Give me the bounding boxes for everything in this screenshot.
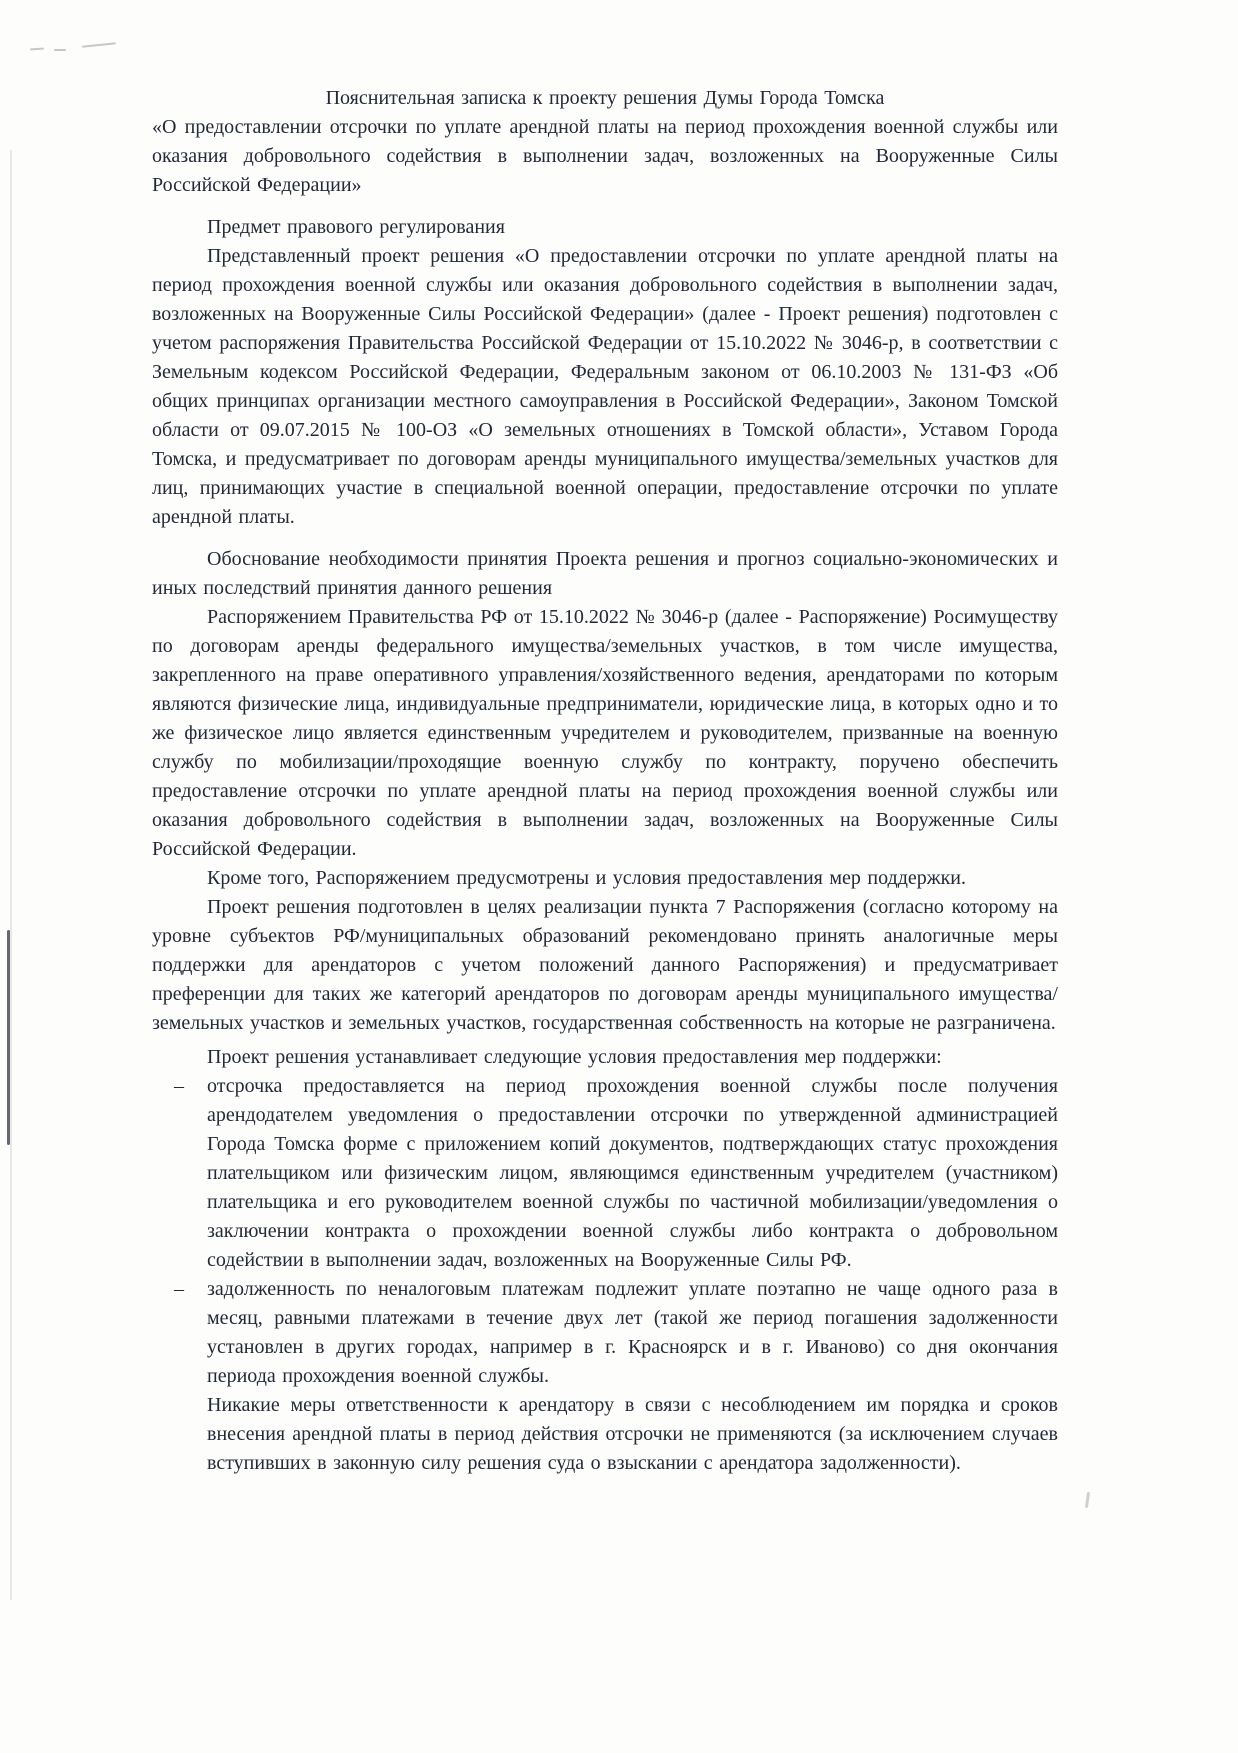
paragraph-closing-liability: Никакие меры ответственности к арендатору в связи с несоблюдением им порядка и сроков внесения арендной платы в период действия отсрочки не применяются (за исключением случаев вступивших в законную силу решения суда о взыскании с арендатора задолженности).: [207, 1394, 1058, 1474]
paragraph-government-order: Распоряжением Правительства РФ от 15.10.2022 № 3046-р (далее - Распоряжение) Росимуществу по договорам аренды федерального имущества/земельных участков, в том числе имущества, закрепленного на праве оперативного управления/хозяйственного ведения, арендаторами по которым являются физические лица, индивидуальные предприниматели, юридические лица, в которых одно и то же физическое лицо является единственным учредителем и руководителем, призванные на военную службу по мобилизации/проходящие военную службу по контракту, поручено обеспечить предоставление отсрочки по уплате арендной платы на период прохождения военной службы или оказания добровольного содействия в выполнении задач, возложенных на Вооруженные Силы Российской Федерации.: [152, 606, 1058, 860]
paragraph-conditions-intro: Проект решения устанавливает следующие условия предоставления мер поддержки:: [207, 1046, 942, 1068]
list-item-text: задолженность по неналоговым платежам подлежит уплате поэтапно не чаще одного раза в месяц, равными платежами в течение двух лет (такой же период погашения задолженности установлен в других городах, например в г. Красноярск и в г. Иваново) со дня окончания периода прохождения военной службы.: [207, 1278, 1058, 1387]
pencil-scribble-artifact: [30, 40, 120, 54]
scan-smudge-artifact: [1085, 1492, 1090, 1508]
pencil-stroke: [30, 48, 44, 51]
paragraph-subject-of-regulation: Представленный проект решения «О предоставлении отсрочки по уплате арендной платы на период прохождения военной службы или оказания добровольного содействия в выполнении задач, возложенных на Вооруженные Силы Российской Федерации» (далее - Проект решения) подготовлен с учетом распоряжения Правительства Российской Федерации от 15.10.2022 № 3046-р, в соответствии с Земельным кодексом Российской Федерации, Федеральным законом от 06.10.2003 № 131-ФЗ «Об общих принципах организации местного самоуправления в Российской Федерации», Законом Томской области от 09.07.2015 № 100-ОЗ «О земельных отношениях в Томской области», Уставом Города Томска, и предусматривает по договорам аренды муниципального имущества/земельных участков для лиц, принимающих участие в специальной военной операции, предоставление отсрочки по уплате арендной платы.: [152, 245, 1058, 528]
scan-edge-line-artifact: [10, 150, 12, 1600]
dash-bullet-marker: –: [174, 1278, 184, 1300]
section-heading-subject-of-regulation: Предмет правового регулирования: [207, 216, 505, 238]
paragraph-support-conditions-note: Кроме того, Распоряжением предусмотрены и условия предоставления мер поддержки.: [207, 867, 966, 889]
pencil-stroke: [54, 49, 66, 51]
pencil-stroke: [82, 42, 116, 48]
document-title: Пояснительная записка к проекту решения Думы Города Томска: [325, 87, 885, 109]
section-heading-justification: Обоснование необходимости принятия Проекта решения и прогноз социально-экономических и иных последствий принятия данного решения: [152, 548, 1058, 599]
conditions-bullet-list: [152, 1072, 1058, 1391]
document-content: [152, 84, 1058, 1478]
paragraph-point-7-implementation: Проект решения подготовлен в целях реализации пункта 7 Распоряжения (согласно которому на уровне субъектов РФ/муниципальных образований рекомендовано принять аналогичные меры поддержки для арендаторов с учетом положений данного Распоряжения) и предусматривает преференции для таких же категорий арендаторов по договорам аренды муниципального имущества/земельных участков и земельных участков, государственная собственность на которые не разграничена.: [152, 896, 1058, 1034]
list-item: [152, 1072, 1058, 1275]
dash-bullet-marker: –: [174, 1075, 184, 1097]
scan-edge-dark-line-artifact: [7, 930, 10, 1145]
document-subtitle: «О предоставлении отсрочки по уплате арендной платы на период прохождения военной службы или оказания добровольного содействия в выполнении задач, возложенных на Вооруженные Силы Российской Федерации»: [152, 116, 1058, 196]
list-item: [152, 1275, 1058, 1391]
list-item-text: отсрочка предоставляется на период прохождения военной службы после получения арендодателем уведомления о предоставлении отсрочки по утвержденной администрацией Города Томска форме с приложением копий документов, подтверждающих статус прохождения плательщиком или физическим лицом, являющимся единственным учредителем (участником) плательщика и его руководителем военной службы по частичной мобилизации/уведомления о заключении контракта о прохождении военной службы либо контракта о добровольном содействии в выполнении задач, возложенных на Вооруженные Силы РФ.: [207, 1075, 1058, 1271]
